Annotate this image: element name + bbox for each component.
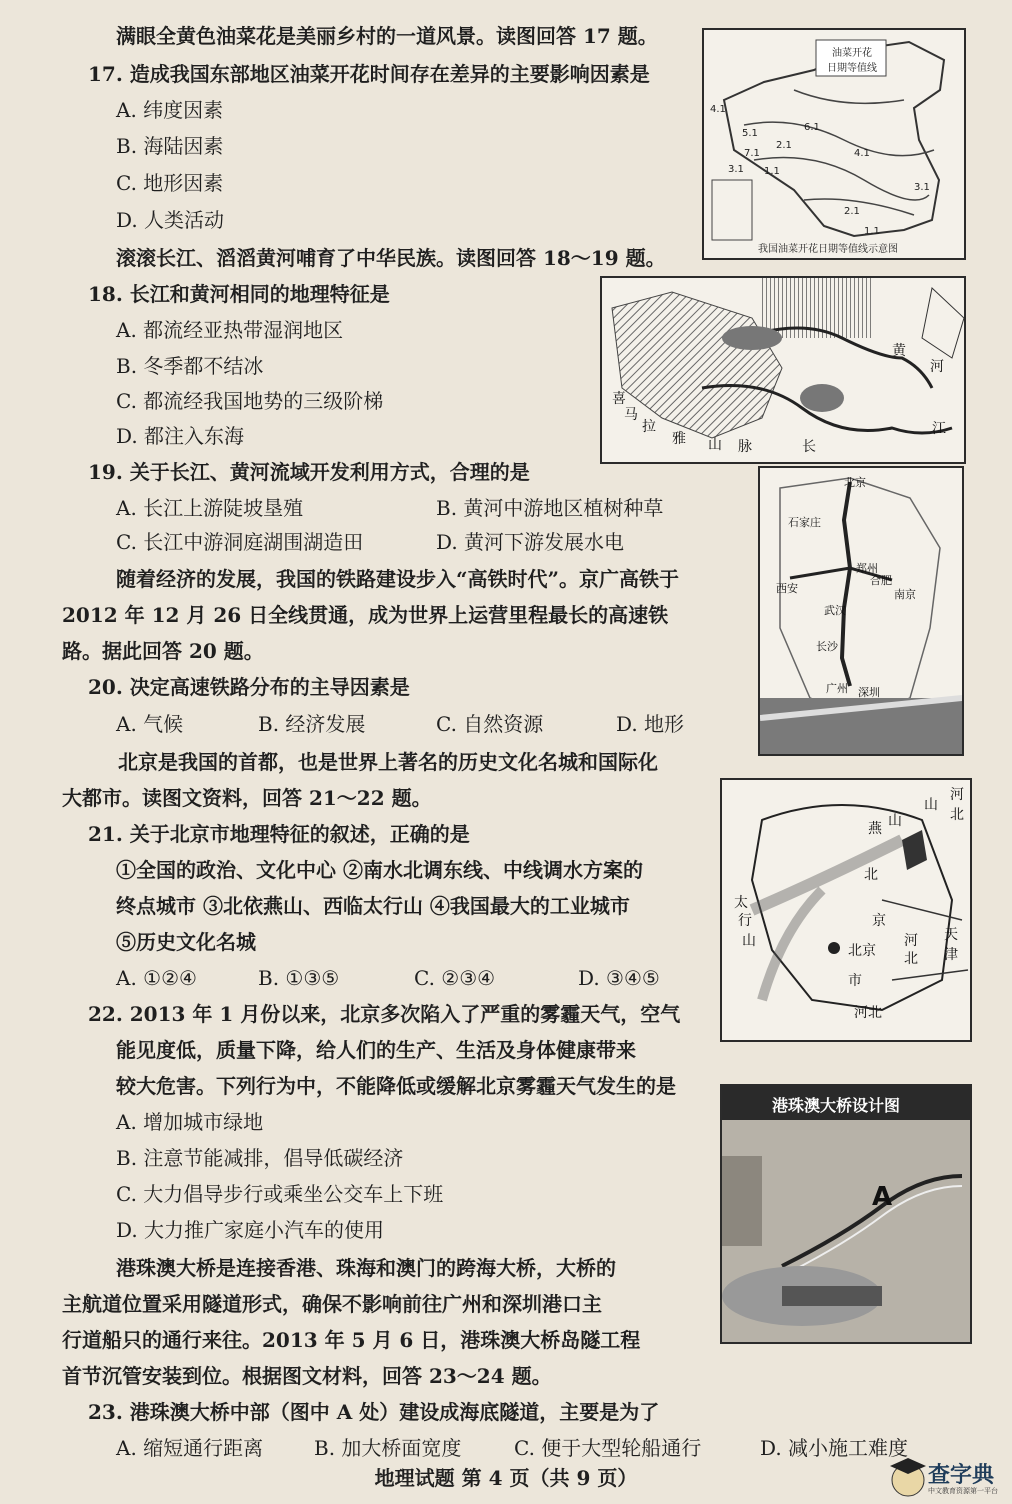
beijing-map-label: 燕 [868, 821, 882, 837]
text-line: 20. 决定高速铁路分布的主导因素是 [88, 675, 410, 699]
text-line: A. 气候 [116, 712, 184, 736]
text-line: 滚滚长江、滔滔黄河哺育了中华民族。读图回答 18～19 题。 [116, 246, 666, 270]
beijing-map-label: 河 [950, 787, 964, 803]
text-line: 18. 长江和黄河相同的地理特征是 [88, 282, 390, 306]
text-line: 较大危害。下列行为中，不能降低或缓解北京雾霾天气发生的是 [116, 1074, 676, 1098]
text-line: 大都市。读图文资料，回答 21～22 题。 [62, 786, 432, 810]
city-label: 合肥 [870, 574, 892, 587]
rivers-map-label: 江 [932, 421, 946, 437]
text-line: D. 地形 [616, 712, 685, 736]
beijing-map-label: 天 [944, 927, 958, 943]
rivers-map-label: 拉 [642, 419, 656, 435]
isoline-label: 4.1 [710, 104, 726, 115]
text-line: 路。据此回答 20 题。 [62, 639, 264, 663]
beijing-map-label: 北 [904, 951, 918, 967]
text-line: A. 都流经亚热带湿润地区 [116, 318, 344, 342]
isoline-label: 4.1 [854, 148, 870, 159]
bridge-map-title: 港珠澳大桥设计图 [772, 1096, 901, 1115]
text-line: B. 加大桥面宽度 [314, 1436, 462, 1460]
isoline-label: 3.1 [914, 182, 930, 193]
text-line: ①全国的政治、文化中心 ②南水北调东线、中线调水方案的 [116, 858, 643, 882]
text-line: A. 长江上游陡坡垦殖 [116, 496, 304, 520]
isoline-label: 6.1 [804, 122, 820, 133]
text-line: C. 大力倡导步行或乘坐公交车上下班 [116, 1182, 444, 1206]
isoline-label: 5.1 [742, 128, 758, 139]
city-label: 郑州 [856, 562, 878, 575]
text-line: D. 人类活动 [116, 208, 225, 232]
beijing-map-label: 北 [950, 807, 964, 823]
beijing-map-label: 山 [924, 797, 938, 813]
text-line: 17. 造成我国东部地区油菜开花时间存在差异的主要影响因素是 [88, 62, 650, 86]
beijing-map-label: 山 [888, 813, 902, 829]
text-line: 2012 年 12 月 26 日全线贯通，成为世界上运营里程最长的高速铁 [62, 603, 669, 627]
beijing-map-label: 山 [742, 933, 756, 949]
text-line: C. 便于大型轮船通行 [514, 1436, 702, 1460]
site-logo-subtitle: 中文教育资源第一平台 [928, 1487, 998, 1495]
text-line: D. 黄河下游发展水电 [436, 530, 625, 554]
city-label: 广州 [826, 682, 848, 695]
rivers-map [600, 276, 966, 464]
text-line: B. 注意节能减排，倡导低碳经济 [116, 1146, 404, 1170]
text-line: 北京是我国的首都，也是世界上著名的历史文化名城和国际化 [118, 750, 658, 774]
city-label: 长沙 [816, 640, 838, 653]
beijing-map-label: 市 [848, 973, 862, 989]
rivers-map-label: 脉 [738, 439, 752, 455]
text-line: D. 大力推广家庭小汽车的使用 [116, 1218, 385, 1242]
isoline-label: 2.1 [844, 206, 860, 217]
rivers-map-label: 黄 [892, 343, 906, 359]
text-line: C. 自然资源 [436, 712, 544, 736]
text-line: D. 都注入东海 [116, 424, 245, 448]
beijing-map-label: 京 [872, 913, 886, 929]
text-line: A. 纬度因素 [116, 98, 224, 122]
text-line: 21. 关于北京市地理特征的叙述，正确的是 [88, 822, 470, 846]
text-line: B. 冬季都不结冰 [116, 354, 264, 378]
isoline-label: 1.1 [764, 166, 780, 177]
rivers-map-label: 马 [624, 407, 638, 423]
text-line: A. ①②④ [116, 966, 197, 990]
text-line: 终点城市 ③北依燕山、西临太行山 ④我国最大的工业城市 [116, 894, 630, 918]
text-line: C. ②③④ [414, 966, 496, 990]
text-line: 港珠澳大桥是连接香港、珠海和澳门的跨海大桥，大桥的 [116, 1256, 616, 1280]
isoline-label: 2.1 [776, 140, 792, 151]
text-line: C. 长江中游洞庭湖围湖造田 [116, 530, 364, 554]
beijing-map-label: 河北 [854, 1005, 882, 1021]
city-label: 深圳 [858, 686, 880, 699]
text-line: D. ③④⑤ [578, 966, 660, 990]
site-logo-text: 查字典 [928, 1463, 995, 1488]
text-line: A. 缩短通行距离 [116, 1436, 264, 1460]
page-footer: 地理试题 第 4 页（共 9 页） [374, 1466, 638, 1490]
map-caption: 我国油菜开花日期等值线示意图 [758, 244, 898, 255]
text-line: B. 海陆因素 [116, 134, 224, 158]
isoline-label: 7.1 [744, 148, 760, 159]
beijing-map-label: 北京 [848, 943, 876, 959]
rivers-map-label: 喜 [612, 391, 626, 407]
text-line: ⑤历史文化名城 [116, 930, 256, 954]
rivers-map-label: 山 [708, 437, 722, 453]
text-line: 22. 2013 年 1 月份以来，北京多次陷入了严重的雾霾天气，空气 [88, 1002, 681, 1026]
bridge-map-marker: A [872, 1182, 893, 1212]
bridge-design-map [720, 1084, 972, 1344]
text-line: C. 地形因素 [116, 171, 224, 195]
text-line: 主航道位置采用隧道形式，确保不影响前往广州和深圳港口主 [62, 1292, 602, 1316]
beijing-map-label: 北 [864, 867, 878, 883]
beijing-map-label: 行 [738, 913, 752, 929]
beijing-map-label: 太 [734, 895, 748, 911]
text-line: 23. 港珠澳大桥中部（图中 A 处）建设成海底隧道，主要是为了 [88, 1400, 660, 1424]
text-line: 19. 关于长江、黄河流域开发利用方式，合理的是 [88, 460, 530, 484]
city-label: 石家庄 [788, 516, 821, 529]
rapeseed-flowering-map [702, 28, 966, 260]
isoline-label: 1.1 [864, 226, 880, 237]
text-line: A. 增加城市绿地 [116, 1110, 264, 1134]
text-line: D. 减小施工难度 [760, 1436, 909, 1460]
city-label: 北京 [844, 476, 866, 489]
rivers-map-label: 长 [802, 439, 816, 455]
text-line: C. 都流经我国地势的三级阶梯 [116, 389, 384, 413]
beijing-map-label: 津 [944, 947, 958, 963]
text-line: B. 经济发展 [258, 712, 366, 736]
rivers-map-label: 河 [930, 359, 944, 375]
text-line: B. ①③⑤ [258, 966, 340, 990]
isoline-label: 3.1 [728, 164, 744, 175]
text-line: 首节沉管安装到位。根据图文材料，回答 23～24 题。 [62, 1364, 552, 1388]
city-label: 西安 [776, 582, 798, 595]
beijing-map-label: 河 [904, 933, 918, 949]
text-line: 能见度低，质量下降，给人们的生产、生活及身体健康带来 [116, 1038, 636, 1062]
railway-map [758, 466, 964, 756]
city-label: 南京 [894, 588, 916, 601]
text-line: 满眼全黄色油菜花是美丽乡村的一道风景。读图回答 17 题。 [116, 24, 658, 48]
text-line: 随着经济的发展，我国的铁路建设步入“高铁时代”。京广高铁于 [116, 567, 680, 591]
city-label: 武汉 [824, 604, 846, 617]
map-legend: 油菜开花 日期等值线 [827, 48, 877, 74]
beijing-map [720, 778, 972, 1042]
text-line: 行道船只的通行来往。2013 年 5 月 6 日，港珠澳大桥岛隧工程 [62, 1328, 641, 1352]
text-line: B. 黄河中游地区植树种草 [436, 496, 664, 520]
rivers-map-label: 雅 [672, 431, 686, 447]
